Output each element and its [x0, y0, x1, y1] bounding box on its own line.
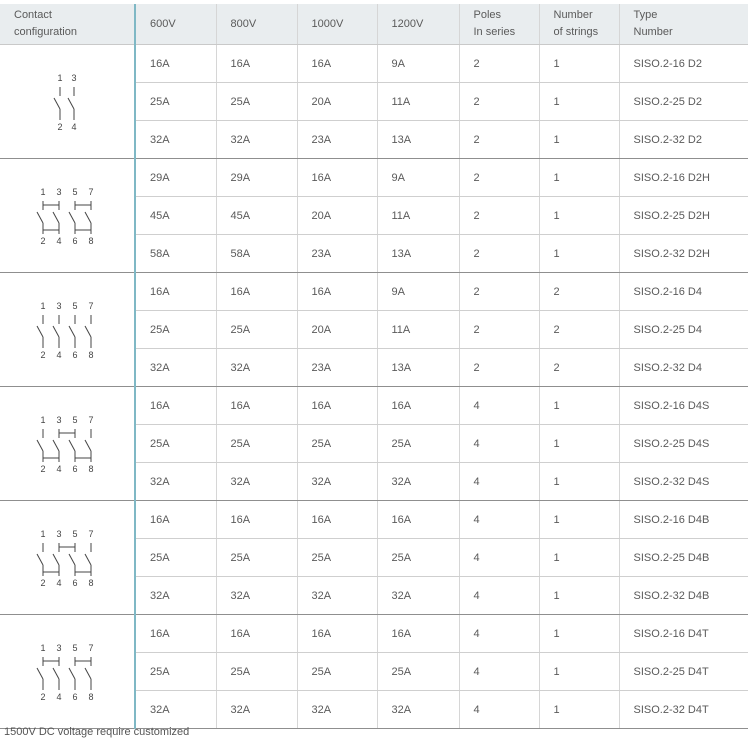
terminal-label: 2 [40, 235, 46, 246]
cell-current-800v: 25A [216, 653, 297, 691]
cell-number-of-strings: 1 [539, 577, 619, 615]
terminal-label: 6 [72, 463, 78, 474]
contact-line [37, 554, 43, 565]
cell-current-1200v: 25A [377, 539, 459, 577]
terminal-label: 2 [40, 463, 46, 474]
terminal-label: 4 [56, 235, 62, 246]
cell-current-800v: 25A [216, 539, 297, 577]
contact-configuration-cell [0, 273, 135, 387]
cell-current-1200v: 9A [377, 45, 459, 83]
header-strings: Number of strings [539, 4, 619, 45]
cell-current-1200v: 25A [377, 425, 459, 463]
cell-current-600v: 25A [135, 311, 216, 349]
cell-poles-in-series: 4 [459, 463, 539, 501]
four-pole-independent-switch-diagram-icon [35, 300, 99, 360]
terminal-label: 8 [88, 463, 94, 474]
terminal-label: 8 [88, 235, 94, 246]
cell-number-of-strings: 1 [539, 615, 619, 653]
cell-type-number: SISO.2-25 D4 [619, 311, 748, 349]
cell-number-of-strings: 1 [539, 387, 619, 425]
terminal-label: 6 [72, 577, 78, 588]
terminal-label: 2 [40, 349, 46, 360]
cell-number-of-strings: 2 [539, 311, 619, 349]
terminal-label: 3 [56, 642, 62, 653]
cell-current-800v: 45A [216, 197, 297, 235]
cell-current-600v: 32A [135, 121, 216, 159]
cell-current-1000v: 16A [297, 45, 377, 83]
table-row [0, 45, 748, 83]
cell-current-1000v: 32A [297, 577, 377, 615]
contact-line [85, 326, 91, 337]
cell-current-1000v: 20A [297, 197, 377, 235]
terminal-label: 7 [88, 300, 94, 311]
cell-number-of-strings: 1 [539, 159, 619, 197]
cell-type-number: SISO.2-32 D4 [619, 349, 748, 387]
cell-current-600v: 16A [135, 501, 216, 539]
cell-current-1200v: 16A [377, 501, 459, 539]
cell-type-number: SISO.2-32 D4T [619, 691, 748, 729]
header-poles: Poles In series [459, 4, 539, 45]
cell-current-600v: 32A [135, 463, 216, 501]
cell-current-800v: 32A [216, 349, 297, 387]
cell-current-800v: 32A [216, 577, 297, 615]
terminal-label: 3 [56, 414, 62, 425]
cell-current-800v: 16A [216, 615, 297, 653]
cell-current-1200v: 13A [377, 235, 459, 273]
four-pole-series-switch-diagram-icon [35, 414, 99, 474]
cell-number-of-strings: 2 [539, 273, 619, 311]
cell-type-number: SISO.2-16 D4T [619, 615, 748, 653]
cell-number-of-strings: 1 [539, 121, 619, 159]
table-row [0, 501, 748, 539]
cell-current-1000v: 23A [297, 349, 377, 387]
cell-type-number: SISO.2-25 D4S [619, 425, 748, 463]
cell-current-600v: 45A [135, 197, 216, 235]
cell-current-1200v: 11A [377, 311, 459, 349]
cell-number-of-strings: 1 [539, 463, 619, 501]
cell-poles-in-series: 2 [459, 83, 539, 121]
cell-current-1000v: 16A [297, 159, 377, 197]
cell-type-number: SISO.2-16 D4S [619, 387, 748, 425]
cell-current-1200v: 16A [377, 615, 459, 653]
cell-current-1000v: 20A [297, 311, 377, 349]
cell-current-600v: 32A [135, 577, 216, 615]
cell-current-800v: 25A [216, 425, 297, 463]
cell-current-1000v: 23A [297, 121, 377, 159]
cell-current-600v: 25A [135, 425, 216, 463]
cell-poles-in-series: 4 [459, 387, 539, 425]
cell-current-1000v: 16A [297, 501, 377, 539]
four-pole-bridge-switch-diagram-icon [35, 528, 99, 588]
contact-configuration-cell [0, 501, 135, 615]
terminal-label: 5 [72, 642, 78, 653]
cell-current-800v: 25A [216, 83, 297, 121]
contact-line [53, 212, 59, 223]
cell-poles-in-series: 4 [459, 539, 539, 577]
cell-current-1200v: 9A [377, 159, 459, 197]
cell-current-800v: 16A [216, 387, 297, 425]
cell-number-of-strings: 1 [539, 691, 619, 729]
contact-line [37, 326, 43, 337]
terminal-label: 2 [40, 577, 46, 588]
cell-current-800v: 29A [216, 159, 297, 197]
four-pole-paired-switch-diagram-icon [35, 642, 99, 702]
two-pole-switch-diagram-icon [47, 72, 87, 132]
cell-current-1000v: 16A [297, 387, 377, 425]
terminal-label: 6 [72, 691, 78, 702]
contact-line [85, 554, 91, 565]
header-1000v: 1000V [297, 4, 377, 45]
cell-poles-in-series: 2 [459, 349, 539, 387]
cell-current-1000v: 25A [297, 653, 377, 691]
terminal-label: 2 [57, 121, 63, 132]
cell-poles-in-series: 4 [459, 577, 539, 615]
cell-current-1000v: 20A [297, 83, 377, 121]
terminal-label: 1 [40, 414, 46, 425]
contact-line [85, 668, 91, 679]
cell-current-800v: 16A [216, 501, 297, 539]
cell-current-1000v: 16A [297, 615, 377, 653]
terminal-label: 2 [40, 691, 46, 702]
cell-poles-in-series: 2 [459, 235, 539, 273]
cell-poles-in-series: 2 [459, 311, 539, 349]
cell-current-600v: 16A [135, 45, 216, 83]
cell-current-1200v: 32A [377, 463, 459, 501]
cell-current-1000v: 32A [297, 463, 377, 501]
cell-current-1200v: 13A [377, 121, 459, 159]
contact-line [68, 98, 74, 109]
cell-current-600v: 16A [135, 387, 216, 425]
header-row [0, 4, 748, 45]
cell-type-number: SISO.2-32 D2H [619, 235, 748, 273]
terminal-label: 5 [72, 528, 78, 539]
terminal-label: 7 [88, 414, 94, 425]
table-row [0, 387, 748, 425]
terminal-label: 4 [71, 121, 77, 132]
cell-current-1200v: 25A [377, 653, 459, 691]
cell-current-800v: 32A [216, 463, 297, 501]
cell-number-of-strings: 1 [539, 539, 619, 577]
cell-poles-in-series: 4 [459, 653, 539, 691]
terminal-label: 7 [88, 528, 94, 539]
terminal-label: 5 [72, 300, 78, 311]
cell-number-of-strings: 2 [539, 349, 619, 387]
cell-poles-in-series: 4 [459, 501, 539, 539]
cell-type-number: SISO.2-25 D4T [619, 653, 748, 691]
terminal-label: 3 [71, 72, 77, 83]
contact-line [85, 212, 91, 223]
cell-poles-in-series: 4 [459, 691, 539, 729]
cell-number-of-strings: 1 [539, 425, 619, 463]
cell-current-1000v: 32A [297, 691, 377, 729]
cell-number-of-strings: 1 [539, 197, 619, 235]
cell-current-600v: 32A [135, 349, 216, 387]
cell-current-1000v: 23A [297, 235, 377, 273]
cell-current-800v: 32A [216, 121, 297, 159]
footnote: 1500V DC voltage require customized [4, 726, 190, 738]
contact-line [37, 668, 43, 679]
cell-poles-in-series: 2 [459, 45, 539, 83]
terminal-label: 4 [56, 463, 62, 474]
terminal-label: 6 [72, 235, 78, 246]
cell-current-1200v: 16A [377, 387, 459, 425]
contact-line [53, 440, 59, 451]
contact-line [53, 326, 59, 337]
cell-current-1200v: 11A [377, 197, 459, 235]
header-600v: 600V [135, 4, 216, 45]
cell-type-number: SISO.2-32 D4S [619, 463, 748, 501]
cell-current-1200v: 11A [377, 83, 459, 121]
table-row [0, 273, 748, 311]
contact-line [69, 668, 75, 679]
cell-current-1000v: 25A [297, 425, 377, 463]
cell-current-600v: 32A [135, 691, 216, 729]
cell-poles-in-series: 2 [459, 273, 539, 311]
cell-current-1200v: 13A [377, 349, 459, 387]
cell-current-600v: 16A [135, 615, 216, 653]
cell-type-number: SISO.2-32 D4B [619, 577, 748, 615]
cell-type-number: SISO.2-16 D2H [619, 159, 748, 197]
terminal-label: 1 [57, 72, 63, 83]
cell-type-number: SISO.2-16 D4B [619, 501, 748, 539]
cell-current-600v: 29A [135, 159, 216, 197]
cell-current-600v: 25A [135, 653, 216, 691]
terminal-label: 4 [56, 577, 62, 588]
contact-configuration-cell [0, 615, 135, 729]
terminal-label: 1 [40, 300, 46, 311]
cell-type-number: SISO.2-16 D4 [619, 273, 748, 311]
terminal-label: 1 [40, 186, 46, 197]
terminal-label: 3 [56, 300, 62, 311]
cell-poles-in-series: 2 [459, 197, 539, 235]
contact-line [53, 554, 59, 565]
cell-type-number: SISO.2-16 D2 [619, 45, 748, 83]
cell-current-1000v: 25A [297, 539, 377, 577]
cell-poles-in-series: 4 [459, 425, 539, 463]
cell-current-600v: 25A [135, 539, 216, 577]
terminal-label: 8 [88, 577, 94, 588]
cell-current-800v: 25A [216, 311, 297, 349]
contact-configuration-cell [0, 159, 135, 273]
spec-table [0, 4, 748, 729]
contact-line [54, 98, 60, 109]
cell-type-number: SISO.2-25 D2H [619, 197, 748, 235]
terminal-label: 4 [56, 691, 62, 702]
cell-current-1200v: 9A [377, 273, 459, 311]
contact-line [69, 440, 75, 451]
cell-poles-in-series: 4 [459, 615, 539, 653]
contact-line [69, 554, 75, 565]
header-config: Contact configuration [0, 4, 135, 45]
terminal-label: 1 [40, 642, 46, 653]
four-pole-parallel-switch-diagram-icon [35, 186, 99, 246]
contact-configuration-cell [0, 45, 135, 159]
terminal-label: 5 [72, 186, 78, 197]
cell-number-of-strings: 1 [539, 501, 619, 539]
cell-current-1000v: 16A [297, 273, 377, 311]
terminal-label: 5 [72, 414, 78, 425]
cell-type-number: SISO.2-25 D4B [619, 539, 748, 577]
table-row [0, 159, 748, 197]
cell-type-number: SISO.2-25 D2 [619, 83, 748, 121]
terminal-label: 8 [88, 349, 94, 360]
contact-line [85, 440, 91, 451]
contact-line [69, 212, 75, 223]
terminal-label: 7 [88, 186, 94, 197]
table-row [0, 615, 748, 653]
cell-type-number: SISO.2-32 D2 [619, 121, 748, 159]
header-type: Type Number [619, 4, 748, 45]
cell-current-800v: 32A [216, 691, 297, 729]
contact-line [69, 326, 75, 337]
cell-current-800v: 58A [216, 235, 297, 273]
cell-current-1200v: 32A [377, 691, 459, 729]
cell-poles-in-series: 2 [459, 159, 539, 197]
contact-configuration-cell [0, 387, 135, 501]
contact-line [37, 212, 43, 223]
terminal-label: 7 [88, 642, 94, 653]
cell-current-1200v: 32A [377, 577, 459, 615]
contact-line [53, 668, 59, 679]
terminal-label: 4 [56, 349, 62, 360]
contact-line [37, 440, 43, 451]
cell-current-600v: 25A [135, 83, 216, 121]
terminal-label: 3 [56, 186, 62, 197]
cell-poles-in-series: 2 [459, 121, 539, 159]
cell-current-600v: 16A [135, 273, 216, 311]
cell-current-800v: 16A [216, 45, 297, 83]
header-800v: 800V [216, 4, 297, 45]
header-1200v: 1200V [377, 4, 459, 45]
terminal-label: 3 [56, 528, 62, 539]
cell-number-of-strings: 1 [539, 45, 619, 83]
cell-number-of-strings: 1 [539, 653, 619, 691]
terminal-label: 6 [72, 349, 78, 360]
cell-current-800v: 16A [216, 273, 297, 311]
terminal-label: 1 [40, 528, 46, 539]
cell-current-600v: 58A [135, 235, 216, 273]
cell-number-of-strings: 1 [539, 235, 619, 273]
terminal-label: 8 [88, 691, 94, 702]
cell-number-of-strings: 1 [539, 83, 619, 121]
